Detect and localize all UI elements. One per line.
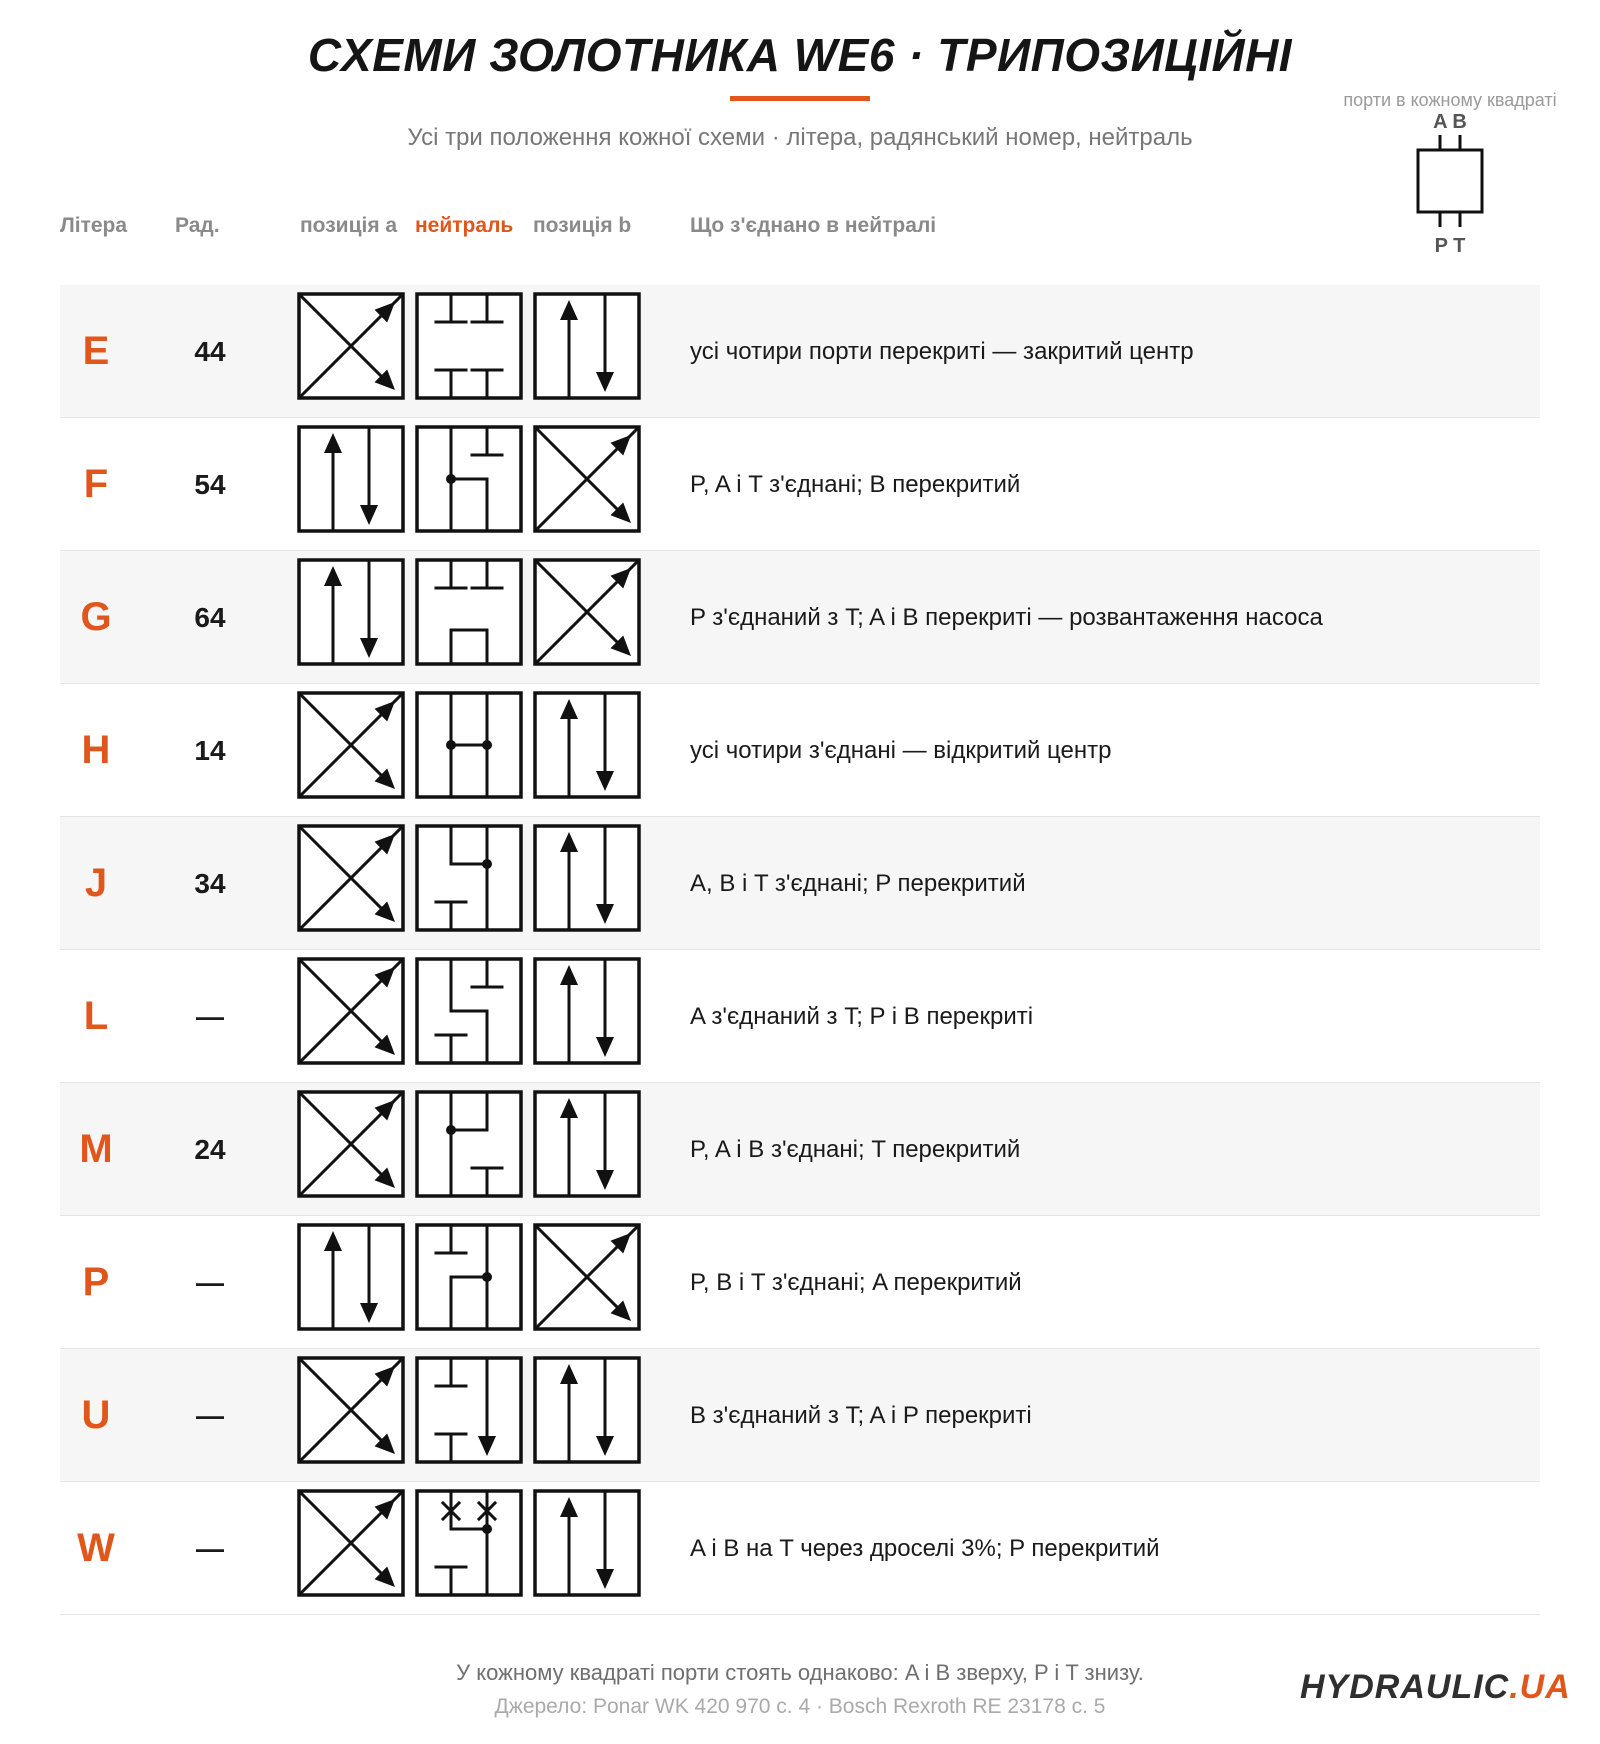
soviet-number: — [196, 1267, 224, 1298]
symbol-position-b [533, 824, 641, 937]
port-legend-icon [1320, 90, 1580, 260]
page-subtitle: Усі три положення кожної схеми · літера, радянський номер, нейтраль [407, 124, 1193, 151]
col-header-desc: Що з'єднано в нейтралі [690, 214, 937, 237]
title-underline [730, 96, 870, 101]
symbol-position-a [297, 824, 405, 937]
symbol-neutral [415, 558, 523, 671]
footer-source: Джерело: Ponar WK 420 970 с. 4 · Bosch Rexroth RE 23178 с. 5 [494, 1695, 1106, 1718]
neutral-description: P з'єднаний з T; A і B перекриті — розвантаження насоса [690, 604, 1323, 631]
neutral-description: P, A і B з'єднані; T перекритий [690, 1136, 1021, 1163]
symbol-position-b [533, 1489, 641, 1602]
symbol-position-a [297, 558, 405, 671]
symbol-position-a [297, 292, 405, 405]
col-header-letter: Літера [60, 214, 128, 237]
spool-letter: M [79, 1127, 113, 1171]
symbol-neutral [415, 1489, 523, 1602]
page-title: СХЕМИ ЗОЛОТНИКА WE6 · ТРИПОЗИЦІЙНІ [307, 29, 1293, 81]
symbol-position-b [533, 1223, 641, 1336]
table-row [60, 684, 1540, 817]
legend-top-ports: A B [1433, 111, 1467, 133]
neutral-description: усі чотири порти перекриті — закритий центр [690, 338, 1194, 365]
table-row [60, 1482, 1540, 1615]
symbol-position-b [533, 1356, 641, 1469]
symbol-neutral [415, 824, 523, 937]
neutral-description: A і B на T через дроселі 3%; P перекритий [690, 1535, 1160, 1562]
col-header-pos-a: позиція a [300, 214, 398, 237]
spool-letter: W [77, 1526, 115, 1570]
spool-letter: L [83, 994, 109, 1038]
table-row [60, 817, 1540, 950]
symbol-neutral [415, 957, 523, 1070]
spool-letter: H [81, 728, 111, 772]
neutral-description: A, B і T з'єднані; P перекритий [690, 870, 1026, 897]
table-row [60, 950, 1540, 1083]
symbol-position-b [533, 558, 641, 671]
brand-logo [1300, 1668, 1571, 1707]
symbol-position-b [533, 292, 641, 405]
spool-letter: J [84, 861, 108, 905]
soviet-number: 14 [194, 735, 226, 766]
table-row [60, 1349, 1540, 1482]
symbol-position-a [297, 1356, 405, 1469]
symbol-position-a [297, 1223, 405, 1336]
table-row [60, 1083, 1540, 1216]
symbol-position-a [297, 425, 405, 538]
soviet-number: — [196, 1001, 224, 1032]
symbol-position-b [533, 957, 641, 1070]
soviet-number: 24 [194, 1134, 226, 1165]
col-header-pos-b: позиція b [533, 214, 632, 237]
table-row [60, 1216, 1540, 1349]
footer-note: У кожному квадраті порти стоять однаково: A і B зверху, P і T знизу. [456, 1660, 1144, 1685]
symbol-position-b [533, 1090, 641, 1203]
table-row [60, 285, 1540, 418]
neutral-description: усі чотири з'єднані — відкритий центр [690, 737, 1112, 764]
symbol-position-a [297, 1489, 405, 1602]
col-header-rad: Рад. [175, 214, 220, 237]
symbol-neutral [415, 1223, 523, 1336]
spool-letter: F [83, 462, 109, 506]
symbol-position-b [533, 691, 641, 804]
symbol-neutral [415, 1356, 523, 1469]
soviet-number: 54 [194, 469, 226, 500]
col-header-neutral: нейтраль [415, 214, 514, 237]
symbol-position-b [533, 425, 641, 538]
neutral-description: P, A і T з'єднані; B перекритий [690, 471, 1021, 498]
brand-suffix: .UA [1509, 1668, 1571, 1706]
symbol-neutral [415, 691, 523, 804]
table-row [60, 418, 1540, 551]
symbol-neutral [415, 1090, 523, 1203]
soviet-number: — [196, 1400, 224, 1431]
spool-letter: U [81, 1393, 111, 1437]
legend-bottom-ports: P T [1434, 235, 1466, 257]
symbol-neutral [415, 425, 523, 538]
legend-caption: порти в кожному квадраті [1343, 90, 1557, 110]
spool-table [60, 285, 1540, 1615]
soviet-number: — [196, 1533, 224, 1564]
neutral-description: B з'єднаний з T; A і P перекриті [690, 1402, 1032, 1429]
neutral-description: P, B і T з'єднані; A перекритий [690, 1269, 1022, 1296]
port-legend [1320, 90, 1580, 257]
soviet-number: 44 [194, 336, 226, 367]
spool-letter: P [82, 1260, 110, 1304]
table-row [60, 551, 1540, 684]
symbol-position-a [297, 691, 405, 804]
symbol-position-a [297, 1090, 405, 1203]
soviet-number: 34 [194, 868, 226, 899]
symbol-position-a [297, 957, 405, 1070]
neutral-description: A з'єднаний з T; P і B перекриті [690, 1003, 1034, 1030]
spool-letter: E [82, 329, 110, 373]
brand-main: HYDRAULIC [1300, 1668, 1510, 1706]
spool-letter: G [80, 595, 112, 639]
soviet-number: 64 [194, 602, 226, 633]
symbol-neutral [415, 292, 523, 405]
